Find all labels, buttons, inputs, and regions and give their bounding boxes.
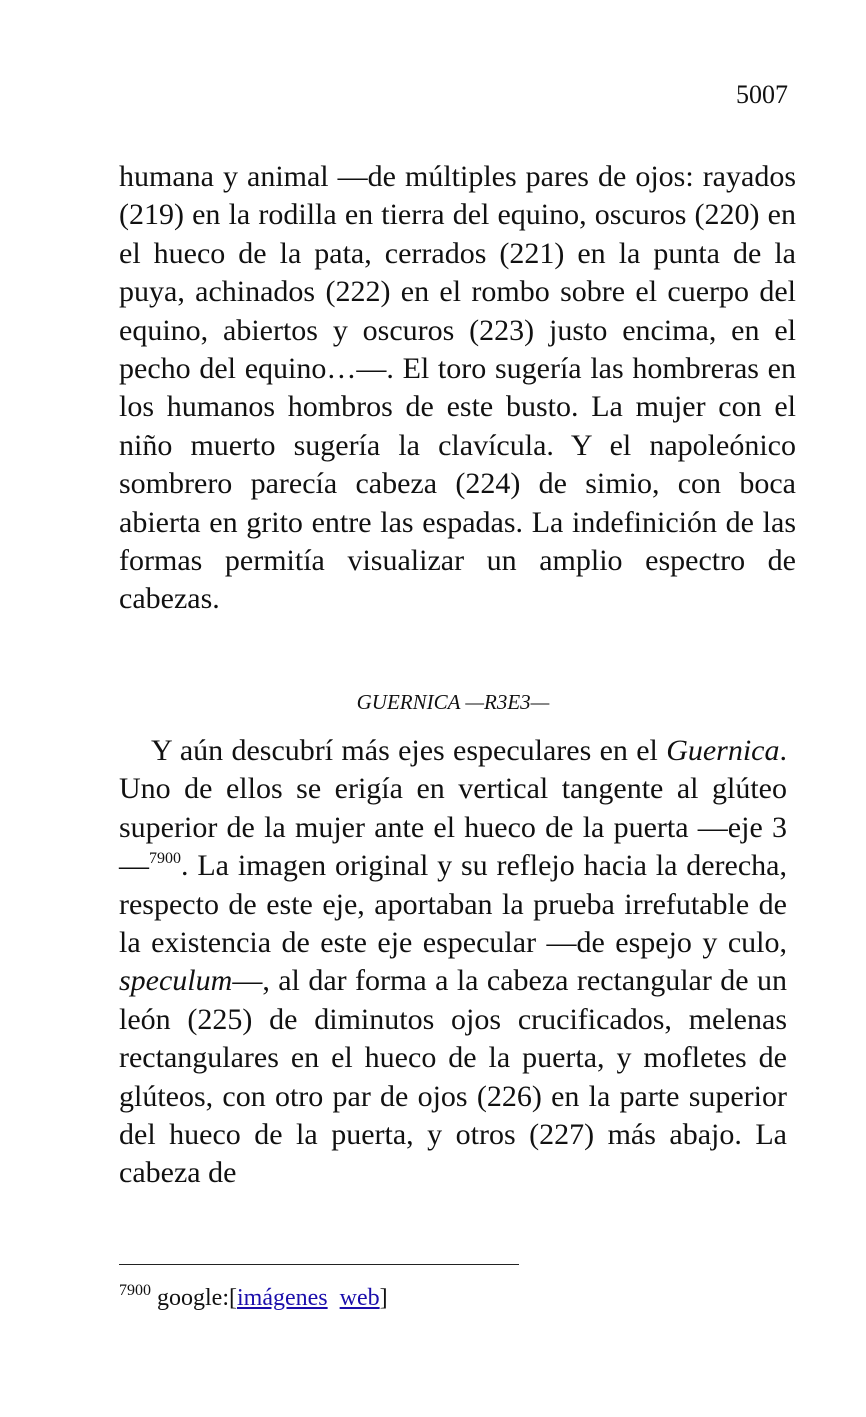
paragraph-2-text-2: . Uno de ellos se erigía en vertical tangente al glúteo superior de la mujer ante el hueco de la puerta —eje 3— (119, 734, 787, 883)
page-number: 5007 (736, 80, 788, 109)
footnote-suffix: ] (379, 1285, 388, 1311)
footnote-number: 7900 (119, 1282, 151, 1299)
images-link[interactable]: imágenes (236, 1285, 328, 1311)
footnote (119, 1282, 787, 1314)
paragraph-2-text-4: —, al dar forma a la cabeza rectangular de un león (225) de diminutos ojos crucificados, melenas rectangulares en el hueco de la puerta, y mofletes de glúteos, con otro par de ojos (226) en la parte superior del hueco de la puerta, y otros (227) más abajo. La cabeza de (119, 964, 787, 1190)
paragraph-1: humana y animal —de múltiples pares de ojos: rayados (219) en la rodilla en tierra del equino, oscuros (220) en el hueco de la pata, cerrados (221) en la punta de la puya, achinados (222) en el rombo sobre el cuerpo del equino, abiertos y oscuros (223) justo encima, en el pecho del equino…—. El toro sugería las hombreras en los humanos hombros de este busto. La mujer con el niño muerto sugería la clavícula. Y el napoleónico sombrero parecía cabeza (224) de simio, con boca abierta en grito entre las espadas. La indefinición de las formas permitía visualizar un amplio espectro de cabezas. (119, 160, 796, 616)
footnote-reference[interactable]: 7900 (149, 850, 181, 868)
guernica-italic: Guernica (666, 734, 780, 767)
footnote-divider (119, 1264, 519, 1265)
paragraph-2-text-1: Y aún descubrí más ejes especulares en el (151, 734, 667, 767)
paragraph-2 (119, 732, 787, 1193)
section-heading: GUERNICA —R3E3— (356, 690, 550, 714)
footnote-prefix: google:[ (157, 1285, 237, 1311)
paragraph-2-text-3: . La imagen original y su reflejo hacia la derecha, respecto de este eje, aportaban la prueba irrefutable de la existencia de este eje especular —de espejo y culo, (119, 849, 787, 960)
speculum-italic: speculum (119, 964, 233, 998)
web-link[interactable]: web (339, 1285, 380, 1311)
